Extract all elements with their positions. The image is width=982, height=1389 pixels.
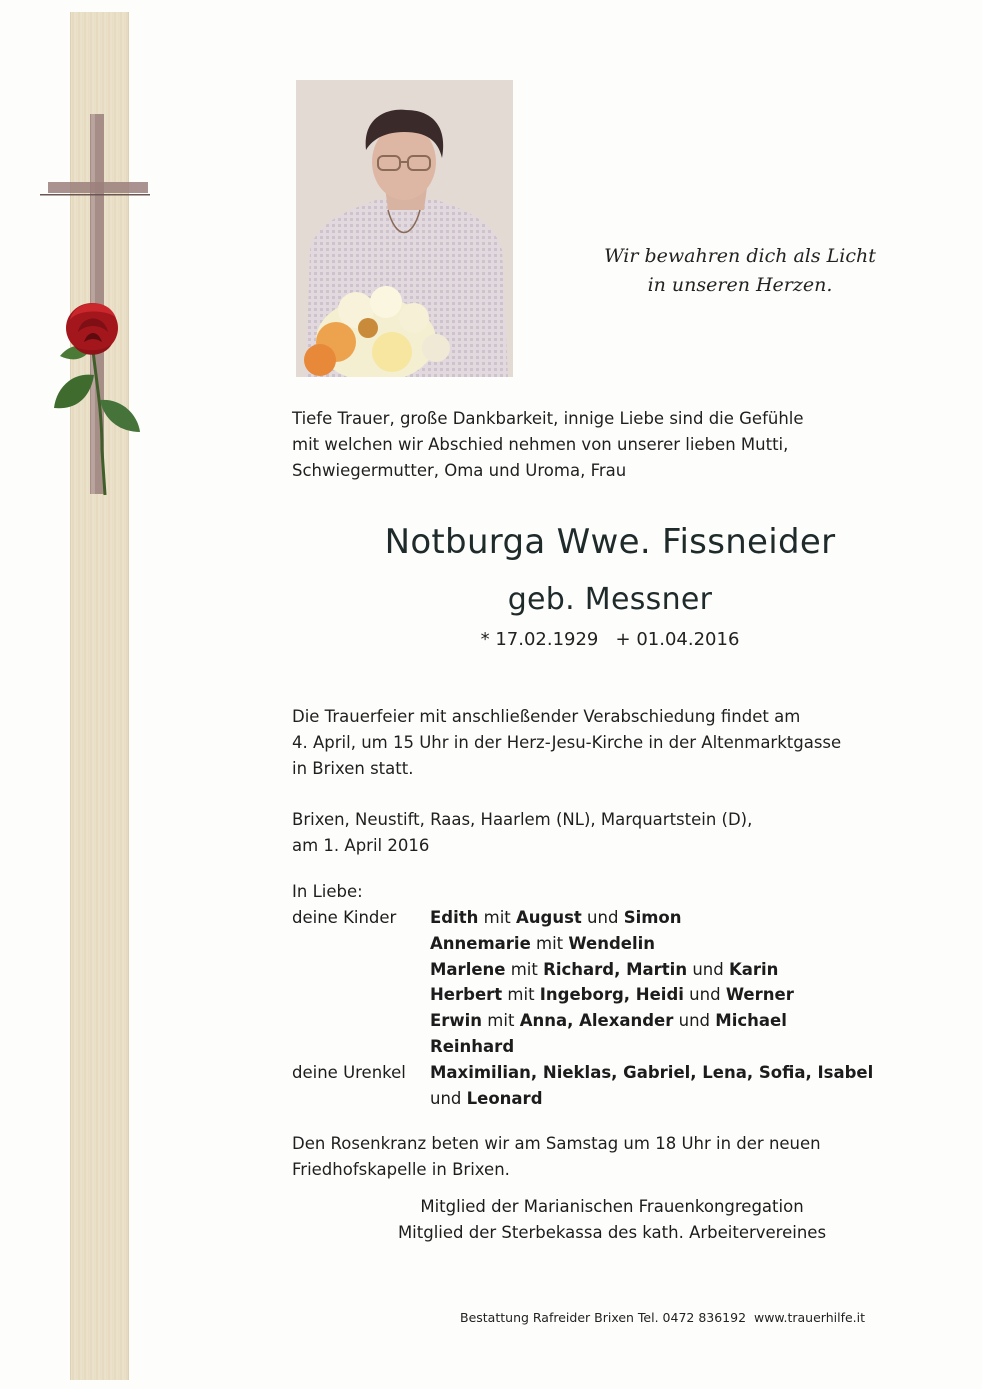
connector: und — [581, 908, 624, 927]
ceremony-line: 4. April, um 15 Uhr in der Herz-Jesu-Kirche in der Altenmarktgasse — [292, 733, 842, 752]
connector: mit — [502, 985, 540, 1005]
connector: und — [687, 959, 729, 979]
child-name: Annemarie — [430, 933, 531, 953]
list-item — [292, 1008, 873, 1034]
connector: mit — [478, 908, 516, 927]
quote-line: in unseren Herzen. — [647, 274, 833, 296]
connector: mit — [530, 933, 569, 953]
child-name: Erwin — [430, 1011, 483, 1031]
list-item — [292, 957, 873, 983]
connector: mit — [505, 959, 544, 979]
intro-line: Schwiegermutter, Oma und Uroma, Frau — [292, 461, 627, 480]
birth-name: geb. Messner — [507, 582, 713, 617]
great-grandchildren-names: Maximilian, Nieklas, Gabriel, Lena, Sofia, Isabel — [430, 1062, 874, 1082]
place-date — [292, 807, 752, 859]
footer-funeral-home — [460, 1310, 865, 1325]
list-item — [292, 982, 873, 1008]
list-item — [292, 905, 873, 931]
place-line: Brixen, Neustift, Raas, Haarlem (NL), Marquartstein (D), — [292, 810, 753, 829]
list-item — [292, 1034, 873, 1060]
footer-text: Bestattung Rafreider Brixen Tel. 0472 836192 www.trauerhilfe.it — [460, 1310, 866, 1325]
cross-and-rose-icon — [30, 110, 160, 510]
date-line: am 1. April 2016 — [292, 836, 430, 855]
spouse-name: Ingeborg, Heidi — [539, 985, 684, 1005]
list-item — [292, 931, 873, 957]
ceremony-text — [292, 704, 841, 782]
spouse-name: Wendelin — [568, 933, 655, 953]
list-item — [292, 1060, 873, 1086]
grandchildren-label: deine Urenkel — [292, 1062, 406, 1082]
spouse-name: August — [516, 908, 582, 927]
great-grandchild-name: Leonard — [466, 1088, 543, 1108]
grandchild-name: Karin — [728, 959, 779, 979]
rosary-line: Den Rosenkranz beten wir am Samstag um 18 Uhr in der neuen — [292, 1134, 821, 1153]
list-item — [292, 1086, 873, 1112]
life-dates-text: * 17.02.1929 + 01.04.2016 — [480, 629, 740, 650]
membership-line: Mitglied der Marianischen Frauenkongregation — [420, 1197, 804, 1216]
connector: und — [430, 1088, 467, 1108]
membership-line: Mitglied der Sterbekassa des kath. Arbeitervereines — [397, 1223, 827, 1242]
intro-line: Tiefe Trauer, große Dankbarkeit, innige Liebe sind die Gefühle — [292, 409, 804, 428]
connector: mit — [482, 1011, 520, 1031]
in-love-label: In Liebe: — [292, 882, 363, 901]
portrait-photo — [296, 80, 513, 377]
memorial-quote — [560, 242, 920, 300]
grandchild-name: Michael — [715, 1011, 787, 1031]
memberships — [292, 1194, 932, 1246]
quote-line: Wir bewahren dich als Licht — [604, 245, 876, 267]
mourners-list — [292, 905, 873, 1111]
child-name: Edith — [430, 908, 479, 927]
child-name: Herbert — [430, 985, 503, 1005]
intro-text — [292, 406, 804, 484]
children-label: deine Kinder — [292, 908, 397, 927]
grandchild-name: Werner — [725, 985, 794, 1005]
connector: und — [673, 1011, 716, 1031]
rosary-text — [292, 1131, 821, 1183]
deceased-name: Notburga Wwe. Fissneider — [384, 522, 836, 562]
connector: und — [683, 985, 726, 1005]
child-name: Marlene — [430, 959, 506, 979]
child-name: Reinhard — [430, 1036, 515, 1056]
spouse-name: Richard, Martin — [543, 959, 688, 979]
life-dates — [230, 629, 982, 650]
ceremony-line: Die Trauerfeier mit anschließender Verabschiedung findet am — [292, 707, 801, 726]
intro-line: mit welchen wir Abschied nehmen von unserer lieben Mutti, — [292, 435, 789, 454]
rosary-line: Friedhofskapelle in Brixen. — [292, 1160, 510, 1179]
ceremony-line: in Brixen statt. — [292, 759, 414, 778]
spouse-name: Anna, Alexander — [519, 1011, 674, 1031]
grandchild-name: Simon — [623, 908, 682, 927]
